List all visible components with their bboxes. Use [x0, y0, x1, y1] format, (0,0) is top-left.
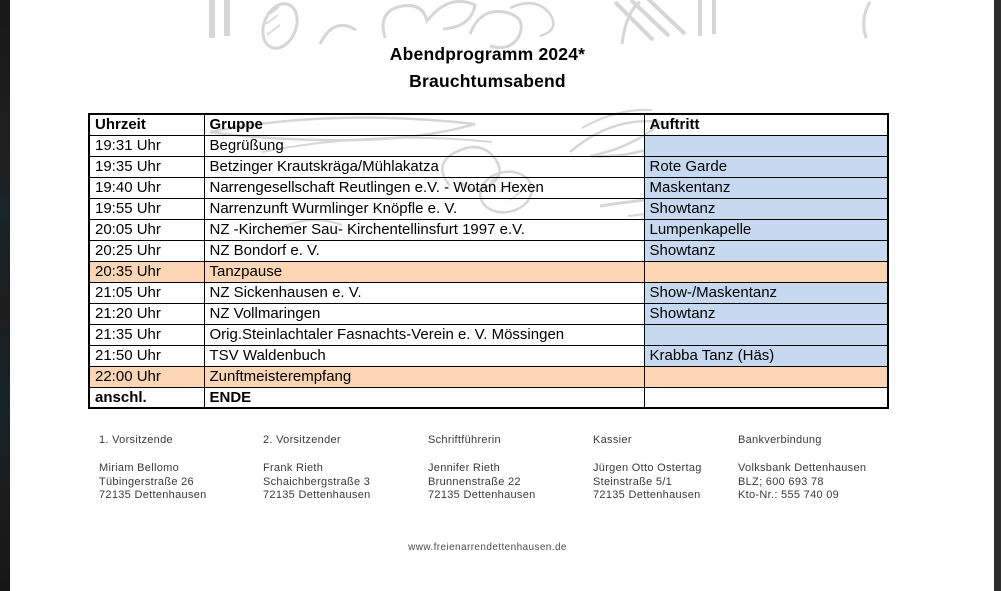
act-cell: Krabba Tanz (Häs) [644, 345, 888, 366]
contact-details [738, 462, 866, 503]
table-row [89, 366, 888, 387]
time-cell: 21:35 Uhr [89, 324, 204, 345]
contact-details [593, 462, 738, 503]
contact-role: 1. Vorsitzende [99, 434, 173, 446]
time-cell: 22:00 Uhr [89, 366, 204, 387]
act-cell: Rote Garde [644, 156, 888, 177]
contact-line: Tübingerstraße 26 [99, 475, 194, 488]
left-dark-edge [0, 0, 10, 591]
page-title [88, 41, 887, 95]
group-cell: Begrüßung [204, 135, 644, 156]
program-table-body [89, 135, 888, 408]
table-row [89, 345, 888, 366]
program-table [88, 113, 889, 409]
contact-line: Brunnenstraße 22 [428, 475, 521, 488]
time-cell: 20:05 Uhr [89, 219, 204, 240]
act-cell [644, 324, 888, 345]
contact-line: Jürgen Otto Ostertag [593, 462, 702, 474]
group-cell: Betzinger Krautskräga/Mühlakatza [204, 156, 644, 177]
table-row [89, 282, 888, 303]
group-cell: Narrengesellschaft Reutlingen e.V. - Wotan Hexen [204, 177, 644, 198]
contact-line: BLZ; 600 693 78 [738, 475, 824, 488]
group-cell: TSV Waldenbuch [204, 345, 644, 366]
group-cell: Narrenzunft Wurmlinger Knöpfle e. V. [204, 198, 644, 219]
time-cell: 19:40 Uhr [89, 177, 204, 198]
group-cell: NZ Bondorf e. V. [204, 240, 644, 261]
contact-line: 72135 Dettenhausen [428, 489, 536, 501]
time-cell: 19:31 Uhr [89, 135, 204, 156]
contact-line: Schaichbergstraße 3 [263, 475, 371, 488]
table-row [89, 135, 888, 156]
group-cell: Zunftmeisterempfang [204, 366, 644, 387]
contact-role: Kassier [593, 434, 632, 446]
contact-column [593, 433, 738, 503]
group-cell: NZ -Kirchemer Sau- Kirchentellinsfurt 1997 e.V. [204, 219, 644, 240]
group-cell: NZ Vollmaringen [204, 303, 644, 324]
contact-line: Frank Rieth [263, 462, 324, 474]
act-cell [644, 135, 888, 156]
time-cell: 21:05 Uhr [89, 282, 204, 303]
contact-line: Kto-Nr.: 555 740 09 [738, 489, 840, 501]
contact-line: 72135 Dettenhausen [99, 489, 207, 501]
group-cell: Orig.Steinlachtaler Fasnachts-Verein e. V. Mössingen [204, 324, 644, 345]
right-dark-edge [994, 0, 1001, 591]
contact-line: Jennifer Rieth [428, 462, 501, 474]
contact-line: 72135 Dettenhausen [263, 489, 371, 501]
act-cell: Showtanz [644, 303, 888, 324]
contact-line: Steinstraße 5/1 [593, 475, 673, 488]
table-header-row [89, 114, 888, 135]
table-row [89, 219, 888, 240]
act-cell [644, 387, 888, 408]
contact-column [263, 433, 428, 503]
contact-role: 2. Vorsitzender [263, 434, 341, 446]
table-row [89, 177, 888, 198]
contact-column [428, 433, 593, 503]
act-cell: Maskentanz [644, 177, 888, 198]
table-row [89, 303, 888, 324]
contact-details [99, 462, 263, 503]
title-line-1: Abendprogramm 2024* [389, 44, 586, 64]
contacts-section [99, 433, 866, 503]
contact-line: Volksbank Dettenhausen [738, 462, 867, 474]
group-cell: NZ Sickenhausen e. V. [204, 282, 644, 303]
group-cell: Tanzpause [204, 261, 644, 282]
time-cell: anschl. [89, 387, 204, 408]
time-cell: 21:20 Uhr [89, 303, 204, 324]
time-cell: 21:50 Uhr [89, 345, 204, 366]
contact-details [263, 462, 428, 503]
act-cell: Show-/Maskentanz [644, 282, 888, 303]
column-header-gruppe: Gruppe [204, 114, 644, 135]
contact-column [738, 433, 866, 503]
act-cell: Lumpenkapelle [644, 219, 888, 240]
time-cell: 19:35 Uhr [89, 156, 204, 177]
column-header-uhrzeit: Uhrzeit [89, 114, 204, 135]
act-cell: Showtanz [644, 240, 888, 261]
contact-column [99, 433, 263, 503]
column-header-auftritt: Auftritt [644, 114, 888, 135]
table-row [89, 387, 888, 408]
table-row [89, 156, 888, 177]
table-row [89, 261, 888, 282]
act-cell [644, 261, 888, 282]
contact-line: Miriam Bellomo [99, 462, 179, 474]
contact-details [428, 462, 593, 503]
time-cell: 20:35 Uhr [89, 261, 204, 282]
contact-role: Schriftführerin [428, 434, 501, 446]
group-cell: ENDE [204, 387, 644, 408]
contact-line: 72135 Dettenhausen [593, 489, 701, 501]
time-cell: 20:25 Uhr [89, 240, 204, 261]
table-row [89, 324, 888, 345]
website-url: www.freienarrendettenhausen.de [408, 542, 567, 553]
title-line-2: Brauchtumsabend [409, 71, 566, 91]
table-row [89, 198, 888, 219]
document-page [10, 0, 994, 591]
table-row [89, 240, 888, 261]
time-cell: 19:55 Uhr [89, 198, 204, 219]
contact-role: Bankverbindung [738, 434, 822, 446]
act-cell: Showtanz [644, 198, 888, 219]
act-cell [644, 366, 888, 387]
